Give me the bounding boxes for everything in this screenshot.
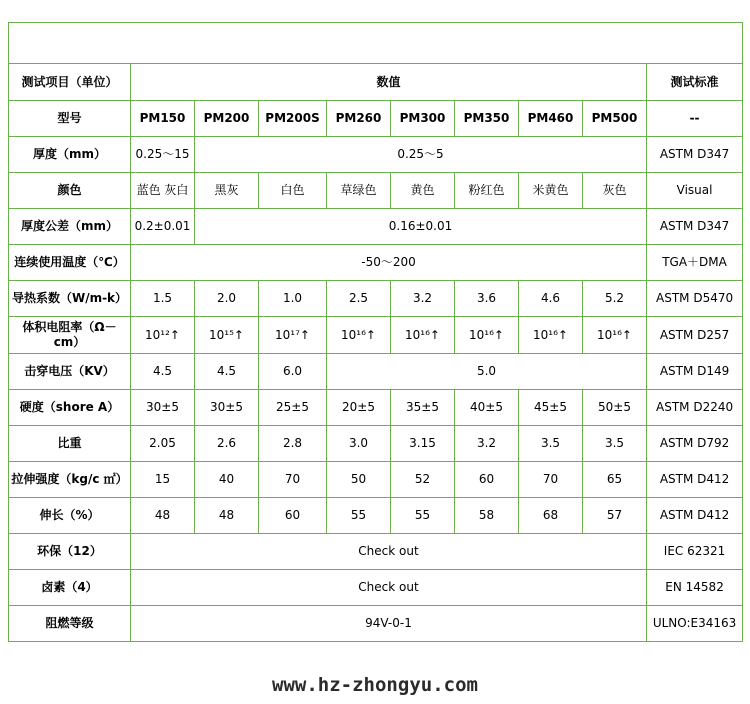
cell-hardness-pm350: 40±5 [455, 390, 519, 426]
cell-standard-tolerance: ASTM D347 [647, 209, 743, 245]
cell-hardness-pm260: 20±5 [327, 390, 391, 426]
table-row-operating-temperature [9, 245, 743, 281]
cell-resistivity-pm500: 10¹⁶↑ [583, 317, 647, 354]
cell-hardness-pm150: 30±5 [131, 390, 195, 426]
cell-gravity-pm200s: 2.8 [259, 426, 327, 462]
header-value: 数值 [131, 64, 647, 101]
cell-tensile-pm460: 70 [519, 462, 583, 498]
cell-breakdown-pm200: 4.5 [195, 354, 259, 390]
cell-tensile-pm500: 65 [583, 462, 647, 498]
cell-standard-gravity: ASTM D792 [647, 426, 743, 462]
cell-elongation-pm500: 57 [583, 498, 647, 534]
cell-standard-halogen: EN 14582 [647, 570, 743, 606]
table-title-row [9, 23, 743, 64]
cell-color-pm200: 黑灰 [195, 173, 259, 209]
site-watermark: www.hz-zhongyu.com [272, 674, 478, 696]
cell-elongation-pm200: 48 [195, 498, 259, 534]
cell-color-pm200s: 白色 [259, 173, 327, 209]
cell-hardness-pm200: 30±5 [195, 390, 259, 426]
cell-model-pm500: PM500 [583, 101, 647, 137]
cell-elongation-pm260: 55 [327, 498, 391, 534]
cell-tolerance-rest: 0.16±0.01 [195, 209, 647, 245]
cell-breakdown-rest: 5.0 [327, 354, 647, 390]
cell-standard-thickness: ASTM D347 [647, 137, 743, 173]
cell-gravity-pm350: 3.2 [455, 426, 519, 462]
cell-resistivity-pm260: 10¹⁶↑ [327, 317, 391, 354]
cell-conductivity-pm260: 2.5 [327, 281, 391, 317]
cell-gravity-pm150: 2.05 [131, 426, 195, 462]
row-label-breakdown-voltage: 击穿电压（KV） [9, 354, 131, 390]
table-row-color [9, 173, 743, 209]
header-standard: 测试标准 [647, 64, 743, 101]
table-row-thermal-conductivity [9, 281, 743, 317]
cell-thickness-rest: 0.25～5 [195, 137, 647, 173]
cell-color-pm500: 灰色 [583, 173, 647, 209]
cell-elongation-pm150: 48 [131, 498, 195, 534]
cell-standard-rohs: IEC 62321 [647, 534, 743, 570]
table-header-row [9, 64, 743, 101]
cell-halogen-value: Check out [131, 570, 647, 606]
table-row-flame-rating [9, 606, 743, 642]
table-row-thickness [9, 137, 743, 173]
table-row-halogen [9, 570, 743, 606]
cell-gravity-pm460: 3.5 [519, 426, 583, 462]
row-label-flame-rating: 阻燃等级 [9, 606, 131, 642]
cell-hardness-pm500: 50±5 [583, 390, 647, 426]
cell-resistivity-pm350: 10¹⁶↑ [455, 317, 519, 354]
cell-tensile-pm300: 52 [391, 462, 455, 498]
row-label-halogen: 卤素（4） [9, 570, 131, 606]
cell-resistivity-pm150: 10¹²↑ [131, 317, 195, 354]
table-row-model [9, 101, 743, 137]
cell-tolerance-pm150: 0.2±0.01 [131, 209, 195, 245]
cell-elongation-pm350: 58 [455, 498, 519, 534]
table-row-breakdown-voltage [9, 354, 743, 390]
row-label-color: 颜色 [9, 173, 131, 209]
cell-color-pm460: 米黄色 [519, 173, 583, 209]
row-label-thickness-tolerance: 厚度公差（mm） [9, 209, 131, 245]
cell-gravity-pm200: 2.6 [195, 426, 259, 462]
cell-elongation-pm300: 55 [391, 498, 455, 534]
cell-standard-operating-temperature: TGA＋DMA [647, 245, 743, 281]
cell-color-pm350: 粉红色 [455, 173, 519, 209]
cell-standard-elongation: ASTM D412 [647, 498, 743, 534]
cell-hardness-pm200s: 25±5 [259, 390, 327, 426]
row-label-thermal-conductivity: 导热系数（W/m-k） [9, 281, 131, 317]
table-row-specific-gravity [9, 426, 743, 462]
cell-model-pm300: PM300 [391, 101, 455, 137]
cell-color-pm300: 黄色 [391, 173, 455, 209]
cell-conductivity-pm350: 3.6 [455, 281, 519, 317]
cell-resistivity-pm200: 10¹⁵↑ [195, 317, 259, 354]
cell-elongation-pm460: 68 [519, 498, 583, 534]
cell-operating-temperature: -50～200 [131, 245, 647, 281]
cell-standard-model: -- [647, 101, 743, 137]
cell-model-pm200: PM200 [195, 101, 259, 137]
cell-conductivity-pm500: 5.2 [583, 281, 647, 317]
row-label-elongation: 伸长（%） [9, 498, 131, 534]
cell-rohs-value: Check out [131, 534, 647, 570]
cell-tensile-pm200: 40 [195, 462, 259, 498]
cell-tensile-pm350: 60 [455, 462, 519, 498]
row-label-rohs: 环保（12） [9, 534, 131, 570]
table-row-rohs [9, 534, 743, 570]
cell-tensile-pm150: 15 [131, 462, 195, 498]
row-label-model: 型号 [9, 101, 131, 137]
cell-conductivity-pm200: 2.0 [195, 281, 259, 317]
cell-model-pm350: PM350 [455, 101, 519, 137]
cell-gravity-pm260: 3.0 [327, 426, 391, 462]
row-label-thickness: 厚度（mm） [9, 137, 131, 173]
row-label-tensile-strength: 拉伸强度（kg/c ㎡） [9, 462, 131, 498]
cell-conductivity-pm460: 4.6 [519, 281, 583, 317]
cell-conductivity-pm200s: 1.0 [259, 281, 327, 317]
cell-standard-breakdown: ASTM D149 [647, 354, 743, 390]
page-title: 产品性能参数表 [9, 23, 743, 64]
cell-standard-tensile: ASTM D412 [647, 462, 743, 498]
cell-model-pm460: PM460 [519, 101, 583, 137]
cell-model-pm150: PM150 [131, 101, 195, 137]
cell-model-pm200s: PM200S [259, 101, 327, 137]
cell-gravity-pm500: 3.5 [583, 426, 647, 462]
cell-thickness-pm150: 0.25～15 [131, 137, 195, 173]
cell-standard-hardness: ASTM D2240 [647, 390, 743, 426]
cell-resistivity-pm460: 10¹⁶↑ [519, 317, 583, 354]
row-label-operating-temperature: 连续使用温度（℃） [9, 245, 131, 281]
cell-resistivity-pm300: 10¹⁶↑ [391, 317, 455, 354]
cell-standard-color: Visual [647, 173, 743, 209]
cell-standard-conductivity: ASTM D5470 [647, 281, 743, 317]
product-spec-table [8, 22, 743, 642]
cell-conductivity-pm150: 1.5 [131, 281, 195, 317]
row-label-volume-resistivity: 体积电阻率（Ω－cm） [9, 317, 131, 354]
cell-elongation-pm200s: 60 [259, 498, 327, 534]
row-label-specific-gravity: 比重 [9, 426, 131, 462]
cell-breakdown-pm150: 4.5 [131, 354, 195, 390]
cell-standard-flame-rating: ULNO:E34163 [647, 606, 743, 642]
cell-resistivity-pm200s: 10¹⁷↑ [259, 317, 327, 354]
table-row-tensile-strength [9, 462, 743, 498]
table-row-elongation [9, 498, 743, 534]
table-row-hardness [9, 390, 743, 426]
cell-color-pm150: 蓝色 灰白 [131, 173, 195, 209]
cell-model-pm260: PM260 [327, 101, 391, 137]
cell-tensile-pm200s: 70 [259, 462, 327, 498]
cell-standard-resistivity: ASTM D257 [647, 317, 743, 354]
cell-hardness-pm460: 45±5 [519, 390, 583, 426]
cell-conductivity-pm300: 3.2 [391, 281, 455, 317]
header-test-item: 测试项目（单位） [9, 64, 131, 101]
cell-flame-rating-value: 94V-0-1 [131, 606, 647, 642]
cell-color-pm260: 草绿色 [327, 173, 391, 209]
cell-hardness-pm300: 35±5 [391, 390, 455, 426]
table-row-thickness-tolerance [9, 209, 743, 245]
cell-breakdown-pm200s: 6.0 [259, 354, 327, 390]
cell-gravity-pm300: 3.15 [391, 426, 455, 462]
row-label-hardness: 硬度（shore A） [9, 390, 131, 426]
table-row-volume-resistivity [9, 317, 743, 354]
cell-tensile-pm260: 50 [327, 462, 391, 498]
